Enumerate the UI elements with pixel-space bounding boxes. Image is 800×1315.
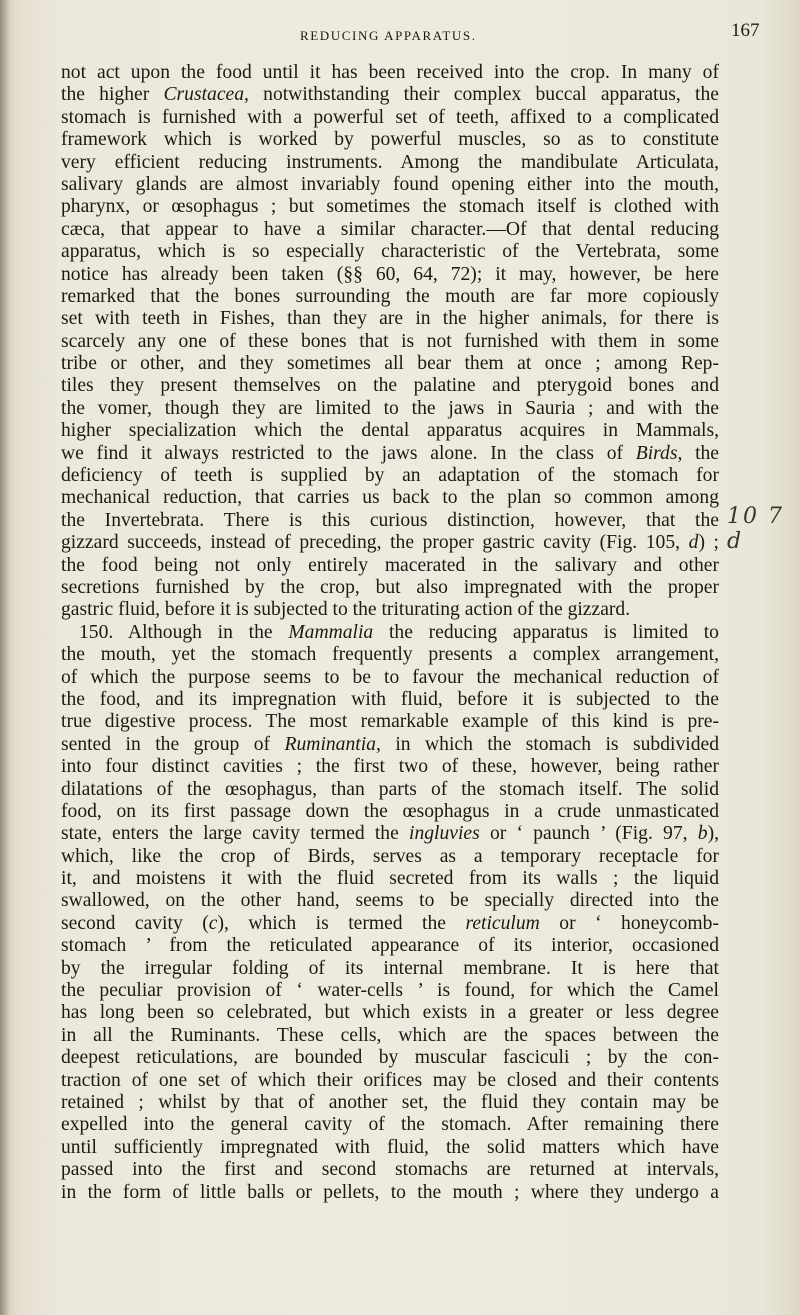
text-segment: into four distinct cavities ; the first two of these, however, being rather: [61, 756, 719, 778]
text-segment: scarcely any one of these bones that is not furnished with them in some: [61, 330, 719, 352]
text-line: [61, 241, 719, 263]
text-line: [61, 935, 719, 957]
text-segment: the vomer, though they are limited to the jaws in Sauria ; and with the: [61, 397, 719, 419]
italic-term: c: [208, 912, 218, 934]
text-segment: deepest reticulations, are bounded by muscular fasciculi ; by the con-: [61, 1047, 719, 1069]
text-line: [61, 196, 719, 218]
text-segment: the food, and its impregnation with fluid, before it is subjected to the: [61, 688, 719, 710]
text-segment: retained ; whilst by that of another set, the fluid they contain may be: [61, 1091, 719, 1113]
text-segment: secretions furnished by the crop, but also impregnated with the proper: [61, 576, 719, 598]
text-segment: very efficient reducing instruments. Among the mandibulate Articulata,: [61, 151, 719, 173]
text-line: [61, 1025, 719, 1047]
text-segment: mechanical reduction, that carries us back to the plan so common among: [61, 487, 719, 509]
text-segment: apparatus, which is so especially characteristic of the Vertebrata, some: [61, 241, 719, 263]
text-segment: the food being not only entirely macerated in the salivary and other: [61, 554, 719, 576]
page-number: 167: [731, 20, 760, 41]
text-segment: gastric fluid, before it is subjected to the triturating action of the gizzard.: [61, 599, 631, 621]
text-line: [61, 331, 719, 353]
text-segment: ) ;: [698, 532, 719, 554]
text-line: [61, 868, 719, 890]
text-line: [61, 107, 719, 129]
text-segment: or ‘ honeycomb-: [539, 912, 719, 934]
text-segment: in the form of little balls or pellets, to the mouth ; where they undergo a: [61, 1181, 719, 1203]
text-segment: cæca, that appear to have a similar character.—Of that dental reducing: [61, 218, 719, 240]
text-segment: of which the purpose seems to be to favour the mechanical reduction of: [61, 666, 719, 688]
text-segment: sented in the group of: [61, 733, 285, 755]
text-line: [61, 1182, 719, 1204]
text-segment: expelled into the general cavity of the stomach. After remaining there: [61, 1114, 719, 1136]
text-segment: stomach ’ from the reticulated appearance of its interior, occasioned: [61, 935, 719, 957]
text-line: [61, 846, 719, 868]
text-line: [61, 913, 719, 935]
text-line: [61, 667, 719, 689]
text-segment: the higher: [61, 84, 164, 106]
text-line: [61, 890, 719, 912]
text-segment: tribe or other, and they sometimes all bear them at once ; among Rep-: [61, 353, 719, 375]
handwritten-margin-note: [727, 504, 787, 574]
text-line: [61, 801, 719, 823]
text-segment: the Invertebrata. There is this curious distinction, however, that the: [61, 509, 719, 531]
text-line: [61, 532, 719, 554]
text-segment: food, on its first passage down the œsophagus in a crude unmasticated: [61, 800, 719, 822]
text-line: [61, 823, 719, 845]
text-segment: it, and moistens it with the fluid secreted from its walls ; the liquid: [61, 868, 719, 890]
running-head: [0, 12, 800, 62]
text-segment: second cavity (: [61, 912, 209, 934]
text-line: [61, 1137, 719, 1159]
text-line: [61, 622, 719, 644]
text-segment: the mouth, yet the stomach frequently presents a complex arrangement,: [61, 644, 719, 666]
text-segment: passed into the first and second stomachs are returned at intervals,: [61, 1159, 719, 1181]
text-line: [61, 1114, 719, 1136]
text-segment: gizzard succeeds, instead of preceding, the proper gastric cavity (Fig. 105,: [61, 532, 689, 554]
text-segment: , in which the stomach is subdivided: [375, 733, 719, 755]
italic-term: ingluvies: [409, 823, 480, 845]
text-line: [61, 465, 719, 487]
text-segment: in all the Ruminants. These cells, which are the spaces between the: [61, 1024, 719, 1046]
text-line: [61, 756, 719, 778]
text-segment: salivary glands are almost invariably found opening either into the mouth,: [61, 173, 719, 195]
text-line: [61, 644, 719, 666]
text-line: [61, 152, 719, 174]
text-segment: which, like the crop of Birds, serves as a temporary receptacle for: [61, 845, 719, 867]
text-line: [61, 1070, 719, 1092]
text-segment: state, enters the large cavity termed the: [61, 823, 409, 845]
italic-term: Crustacea: [163, 84, 245, 106]
text-segment: swallowed, on the other hand, seems to be specially directed into the: [61, 890, 719, 912]
italic-term: Ruminantia: [284, 733, 376, 755]
text-line: [61, 174, 719, 196]
text-line: [61, 487, 719, 509]
text-segment: deficiency of teeth is supplied by an adaptation of the stomach for: [61, 465, 719, 487]
text-line: [61, 599, 719, 621]
italic-term: d: [688, 532, 699, 554]
text-line: [61, 286, 719, 308]
text-line: [61, 779, 719, 801]
text-segment: dilatations of the œsophagus, than parts of the stomach itself. The solid: [61, 778, 719, 800]
text-line: [61, 689, 719, 711]
text-line: [61, 443, 719, 465]
text-segment: stomach is furnished with a powerful set of teeth, affixed to a complicated: [61, 106, 719, 128]
text-segment: the reducing apparatus is limited to: [373, 621, 719, 643]
text-segment: by the irregular folding of its internal membrane. It is here that: [61, 957, 719, 979]
text-segment: traction of one set of which their orifices may be closed and their contents: [61, 1069, 719, 1091]
text-segment: until sufficiently impregnated with fluid, the solid matters which have: [61, 1136, 719, 1158]
text-segment: or ‘ paunch ’ (Fig. 97,: [479, 823, 698, 845]
italic-term: Mammalia: [288, 621, 374, 643]
text-segment: the peculiar provision of ‘ water-cells ’ is found, for which the Camel: [61, 980, 719, 1002]
text-segment: , the: [677, 442, 719, 464]
text-line: [61, 420, 719, 442]
text-line: [61, 958, 719, 980]
text-line: [61, 980, 719, 1002]
italic-term: reticulum: [465, 912, 540, 934]
text-line: [61, 577, 719, 599]
text-line: [61, 1047, 719, 1069]
text-line: [61, 1002, 719, 1024]
text-line: [61, 1092, 719, 1114]
text-segment: higher specialization which the dental apparatus acquires in Mammals,: [61, 420, 719, 442]
text-segment: tiles they present themselves on the palatine and pterygoid bones and: [61, 375, 719, 397]
italic-term: Birds: [635, 442, 678, 464]
text-line: [61, 353, 719, 375]
text-line: [61, 375, 719, 397]
text-line: [61, 129, 719, 151]
text-line: [61, 62, 719, 84]
text-segment: ), which is termed the: [217, 912, 466, 934]
text-segment: ),: [707, 823, 719, 845]
text-segment: we find it always restricted to the jaws alone. In the class of: [61, 442, 636, 464]
text-segment: remarked that the bones surrounding the mouth are far more copiously: [61, 285, 719, 307]
text-segment: has long been so celebrated, but which exists in a greater or less degree: [61, 1002, 719, 1024]
text-line: [61, 264, 719, 286]
text-segment: , notwithstanding their complex buccal apparatus, the: [244, 84, 719, 106]
text-segment: 150. Although in the: [79, 621, 289, 643]
text-segment: true digestive process. The most remarkable example of this kind is pre-: [61, 711, 719, 733]
text-line: [61, 1159, 719, 1181]
page-gutter-shadow: [0, 0, 10, 1315]
text-segment: set with teeth in Fishes, than they are in the higher animals, for there is: [61, 308, 719, 330]
margin-note-text: 10 7 d: [727, 504, 784, 554]
running-title: REDUCING APPARATUS.: [300, 28, 477, 43]
text-segment: not act upon the food until it has been received into the crop. In many of: [61, 62, 719, 83]
italic-term: b: [697, 823, 708, 845]
text-line: [61, 711, 719, 733]
text-line: [61, 555, 719, 577]
text-line: [61, 84, 719, 106]
text-segment: pharynx, or œsophagus ; but sometimes the stomach itself is clothed with: [61, 196, 719, 218]
text-line: [61, 510, 719, 532]
text-line: [61, 219, 719, 241]
text-segment: framework which is worked by powerful muscles, so as to constitute: [61, 129, 719, 151]
text-line: [61, 308, 719, 330]
text-line: [61, 734, 719, 756]
text-line: [61, 398, 719, 420]
text-segment: notice has already been taken (§§ 60, 64, 72); it may, however, be here: [61, 263, 719, 285]
body-text: [61, 62, 719, 1204]
